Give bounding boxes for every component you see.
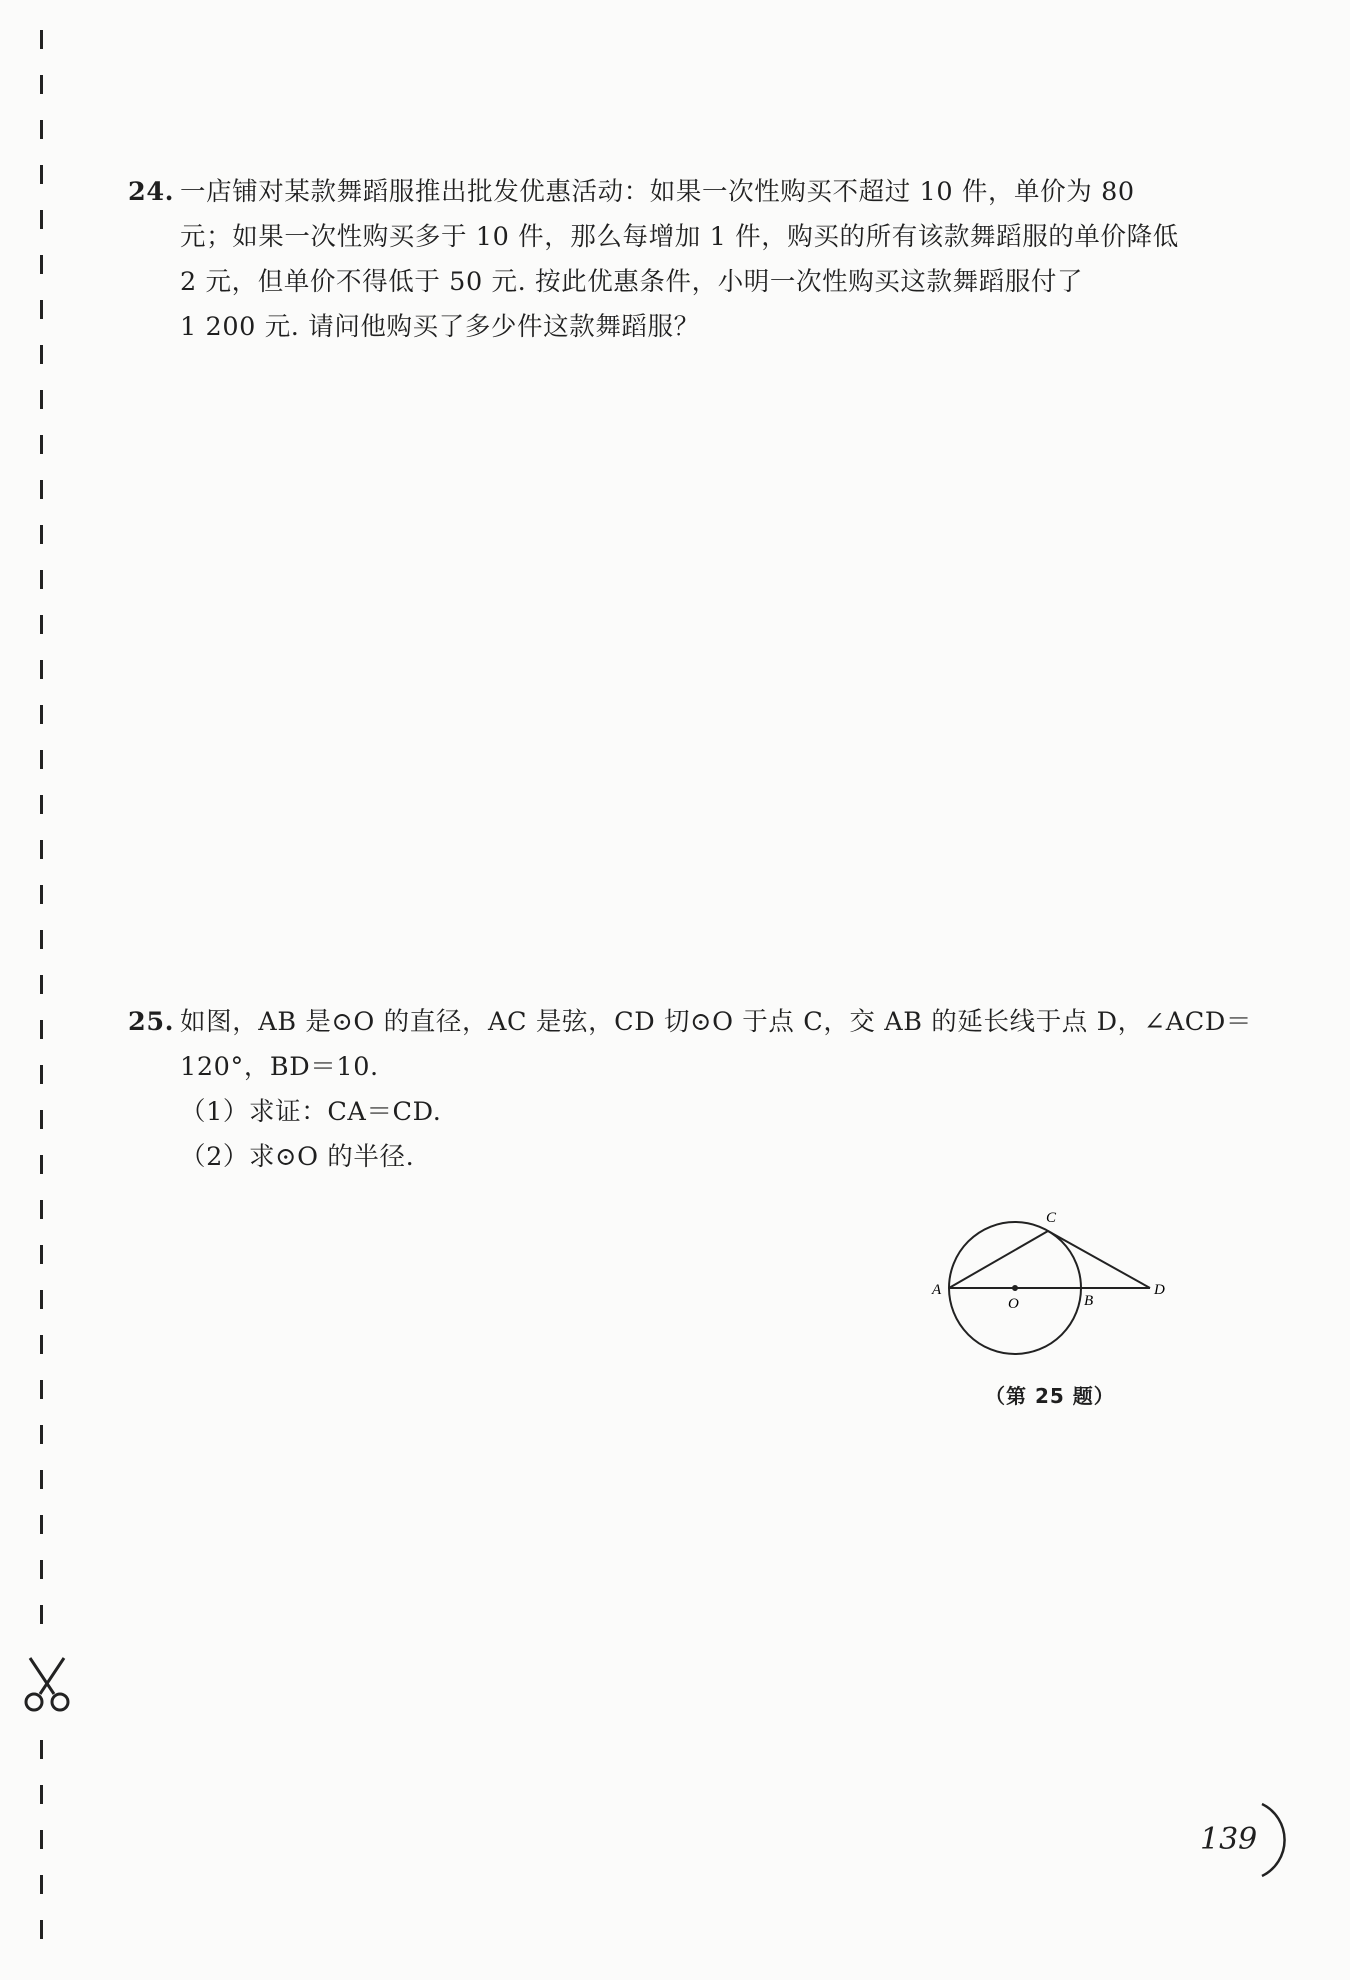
cut-line-dash: [40, 75, 43, 94]
question-line: 120°，BD＝10.: [180, 1052, 379, 1082]
label-d: D: [1154, 1282, 1165, 1298]
cut-line-dash: [40, 1515, 43, 1534]
cut-line-dash: [40, 480, 43, 499]
cut-line-dash: [40, 1830, 43, 1849]
cut-line-dash: [40, 300, 43, 319]
cut-line-dash: [40, 615, 43, 634]
figure-caption: （第 25 题）: [985, 1384, 1115, 1408]
question-line: 2 元，但单价不得低于 50 元. 按此优惠条件，小明一次性购买这款舞蹈服付了: [180, 267, 1084, 297]
chord-ac: [949, 1231, 1048, 1288]
tangent-cd: [1048, 1231, 1150, 1288]
question-line: 如图，AB 是⊙O 的直径，AC 是弦，CD 切⊙O 于点 C，交 AB 的延长线于点 D，∠ACD＝: [180, 1007, 1252, 1037]
page-number: 139: [1200, 1822, 1258, 1857]
center-point: [1012, 1285, 1018, 1291]
question-text: [180, 170, 1188, 350]
geometry-figure: [920, 1200, 1180, 1380]
question-24: [128, 170, 1188, 350]
cut-line-dash: [40, 1380, 43, 1399]
cut-line-dash: [40, 1875, 43, 1894]
cut-line-dash: [40, 705, 43, 724]
question-line: 元；如果一次性购买多于 10 件，那么每增加 1 件，购买的所有该款舞蹈服的单价降低: [180, 222, 1179, 252]
cut-line-dash: [40, 1785, 43, 1804]
cut-line-dash: [40, 345, 43, 364]
cut-line-dash: [40, 390, 43, 409]
label-b: B: [1084, 1293, 1094, 1309]
cut-line-dash: [40, 795, 43, 814]
page-number-block: [1190, 1800, 1290, 1880]
cut-line-dash: [40, 1200, 43, 1219]
cut-line-dash: [40, 750, 43, 769]
question-number: 25.: [128, 1007, 175, 1037]
label-o: O: [1008, 1296, 1019, 1312]
cut-line-dash: [40, 1425, 43, 1444]
question-number: 24.: [128, 177, 175, 207]
cut-line-dash: [40, 1920, 43, 1939]
question-line: 1 200 元. 请问他购买了多少件这款舞蹈服？: [180, 312, 700, 342]
cut-line-dash: [40, 885, 43, 904]
cut-line-dash: [40, 1605, 43, 1624]
scissors-icon: [14, 1652, 76, 1714]
cut-line-dash: [40, 660, 43, 679]
cut-line-dash: [40, 1065, 43, 1084]
cut-line-dash: [40, 1290, 43, 1309]
cut-line-dash: [40, 165, 43, 184]
label-a: A: [932, 1282, 942, 1298]
question-text: [180, 1000, 1252, 1090]
cut-line-dash: [40, 525, 43, 544]
cut-line-dash: [40, 930, 43, 949]
cut-line-dash: [40, 570, 43, 589]
label-c: C: [1046, 1210, 1057, 1226]
subquestion-1: （1）求证：CA＝CD.: [180, 1097, 442, 1127]
question-25: [128, 1000, 1252, 1180]
question-line: 一店铺对某款舞蹈服推出批发优惠活动：如果一次性购买不超过 10 件，单价为 80: [180, 177, 1135, 207]
cut-line-dash: [40, 210, 43, 229]
cut-line-dash: [40, 1560, 43, 1579]
cut-line-dash: [40, 30, 43, 49]
cut-line-dash: [40, 1020, 43, 1039]
cut-line-dash: [40, 1470, 43, 1489]
cut-line-dash: [40, 975, 43, 994]
cut-line-dash: [40, 1335, 43, 1354]
cut-line-dash: [40, 1110, 43, 1129]
cut-line-dash: [40, 1245, 43, 1264]
cut-line-dash: [40, 255, 43, 274]
cut-line-dash: [40, 435, 43, 454]
cut-line-dash: [40, 1155, 43, 1174]
subquestion-2: （2）求⊙O 的半径.: [180, 1142, 415, 1172]
cut-line-dash: [40, 120, 43, 139]
cut-line-dash: [40, 1740, 43, 1759]
cut-line-dash: [40, 840, 43, 859]
